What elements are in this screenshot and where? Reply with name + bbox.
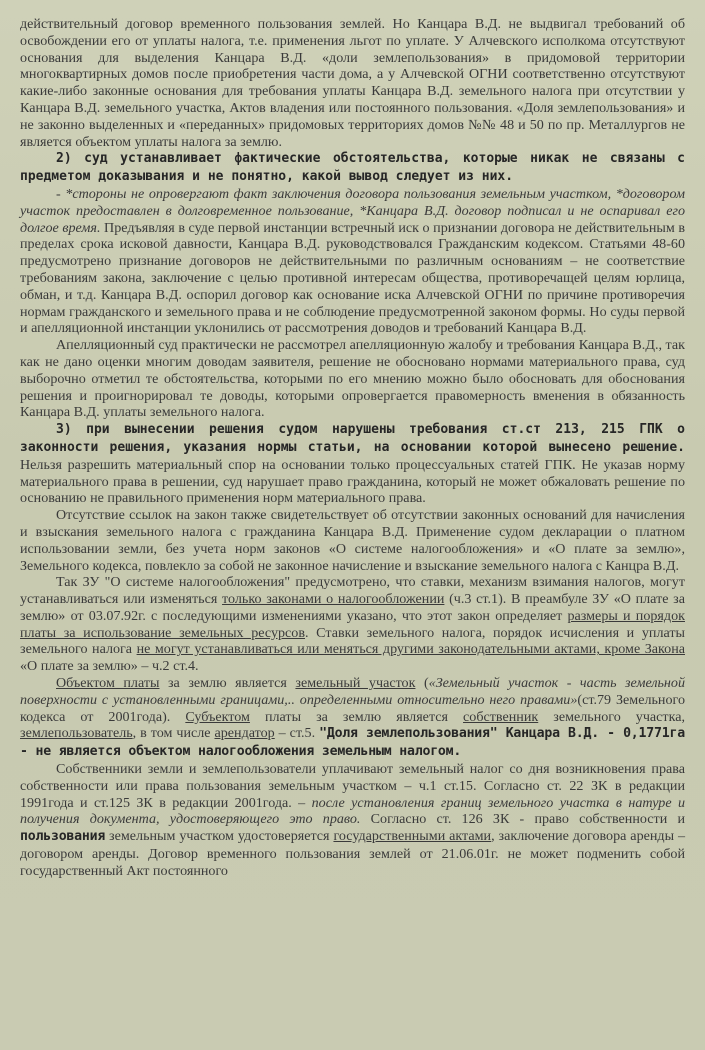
text-run: Собственники земли и землепользователи уплачивают земельный налог со дня возникновения права собственности или права пользования земельным участком – ч.1 ст.15. Согласно ст. 22 ЗК в редакции 1991года и ст.125 ЗК в редакции 2001года. – xyxy=(20,761,685,811)
text-run: земельный участок xyxy=(295,675,416,692)
text-run: Субъектом xyxy=(185,708,250,725)
text-run: «Земельный участок - часть земельной поверхности с установленными границами,.. определенными относительно него правами» xyxy=(20,675,685,708)
paragraph xyxy=(20,16,685,150)
text-run: – ст.5. xyxy=(274,725,320,742)
text-run: , заключение договора аренды – договором аренды. Договор временного пользования землей от 21.06.01г. не может подменить собой государственный Акт постоянного xyxy=(20,828,685,879)
text-run: Апелляционный суд практически не рассмотрел апелляционную жалобу и требования Канцара В.Д., так как не дано оценки многим доводам заявителя, решение не обосновано нормами материального права, суд выборочно отметил те обстоятельства, которыми по его мнению можно было обосновать для обоснования решения и проигнорировал те доводы, которыми опровергается правомерность вменения в обязанность Канцара В.Д. уплаты земельного налога. xyxy=(20,337,685,421)
text-run: (ст.79 Земельного кодекса от 2001года). xyxy=(20,691,685,725)
text-run: 3) при вынесении решения судом нарушены требования ст.ст 213, 215 ГПК о законности решения, указания нормы статьи, на основании которой вынесено решение. xyxy=(20,422,685,455)
paragraph xyxy=(20,675,685,761)
text-run: землепользователь xyxy=(20,725,133,742)
text-run: только законами о налогообложении xyxy=(222,591,445,608)
text-run: после установления границ земельного участка в натуре и получения документа, удостоверяющего это право. xyxy=(20,794,685,828)
text-run: (ч.3 ст.1). В преамбуле ЗУ «О плате за землю» от 03.07.92г. с последующими изменениями указано, что этот закон определяет xyxy=(20,591,685,624)
text-run: 2) суд устанавливает фактические обстоятельства, которые никак не связаны с предметом доказывания и не понятно, какой вывод следует из них. xyxy=(20,151,685,185)
text-run: Объектом платы xyxy=(56,675,160,692)
text-run: - *стороны не опровергают факт заключения договора пользования земельным участком, *договором участок предоставлен в долговременное пользование, *Канцара В.Д. договор подписал и не оспаривал его долгое время. xyxy=(20,185,685,236)
text-run: ( xyxy=(415,675,429,692)
text-run: Так ЗУ "О системе налогообложения" предусмотрено, что ставки, механизм взимания налогов, могут устанавливаться или изменяться xyxy=(20,574,685,608)
text-run: "Доля землепользования" Канцара В.Д. - 0,1771га - не является объектом налогообложения земельным налогом. xyxy=(20,726,685,760)
text-run: , в том числе xyxy=(132,725,215,742)
text-run: земельного участка, xyxy=(538,708,685,725)
paragraph xyxy=(20,507,685,574)
text-run: не могут устанавливаться или меняться другими законодательными актами, кроме Закона xyxy=(136,641,685,658)
text-run: . Ставки земельного налога, порядок исчисления и уплаты земельного налога xyxy=(20,624,685,658)
paragraph xyxy=(20,186,685,337)
text-run: Отсутствие ссылок на закон также свидетельствует об отсутствии законных оснований для начисления и взыскания земельного налога с гражданина Канцара В.Д. Применение судом декларации о платном использовании земли, без учета норм законов «О системе налогообложения» и «О плате за землю», Земельного кодекса, повлекло за собой не законное начисление и взыскание земельного налога с Канцра В.Д. xyxy=(20,507,685,574)
paragraph xyxy=(20,421,685,507)
paragraph xyxy=(20,761,685,880)
text-run: за землю является xyxy=(159,675,296,692)
text-run: пользования xyxy=(20,829,106,845)
text-run: арендатор xyxy=(214,725,275,742)
text-run: земельным участком удостоверяется xyxy=(105,828,334,845)
text-run: Согласно ст. 126 ЗК - право собственности и xyxy=(360,811,685,828)
text-run: «О плате за землю» – ч.2 ст.4. xyxy=(20,658,199,675)
text-run: Нельзя разрешить материальный спор на основании только процессуальных статей ГПК. Не указав норму материального права в решении, суд нарушает право гражданина, который не может обжаловать решение по основанию не правильного применения норм материального права. xyxy=(20,456,685,507)
text-run: платы за землю является xyxy=(249,708,464,725)
text-run: государственными актами xyxy=(333,828,492,845)
paragraph xyxy=(20,150,685,186)
text-run: Предъявляя в суде первой инстанции встречный иск о признании договора не действительным в пределах срока исковой давности, Канцара В.Д. руководствовался Гражданским кодексом. Статьями 48-60 предусмотрено признание договоров не действительными по различным основаниям – не соответствие требованиям закона, заключение с целью противной интересам общества, противоречащей целям юрлица, обман, и т.д. Канцара В.Д. оспорил договор как основание иска Алчевской ОГНИ по причине противоречия нормам гражданского и земельного права и не соблюдение предусмотренной законом формы. Но суды первой и апелляционной инстанции уклонились от рассмотрения доводов и требований Канцара В.Д. xyxy=(20,219,685,337)
text-run: размеры и порядок платы за использование земельных ресурсов xyxy=(20,607,685,641)
paragraph xyxy=(20,574,685,675)
paragraph xyxy=(20,337,685,421)
text-run: действительный договор временного пользования землей. Но Канцара В.Д. не выдвигал требований об освобождении его от уплаты налога, т.е. применения льгот по уплате. У Алчевского исполкома отсутствуют основания для выделения Канцара В.Д. «доли землепользования» в придомовой территории многоквартирных домов после приобретения части дома, а у Алчевской ОГНИ соответственно отсутствуют какие-либо законные основания для требования уплаты Канцара В.Д. земельного налога при отсутствии у Канцара В.Д. земельного участка, Актов владения или постоянного пользования. «Доля землепользования» и не законно выделенных и «переданных» придомовых территориях домов №№ 48 и 50 по пр. Металлургов не является объектом уплаты налога за землю. xyxy=(20,16,685,150)
text-run: собственник xyxy=(463,708,539,725)
